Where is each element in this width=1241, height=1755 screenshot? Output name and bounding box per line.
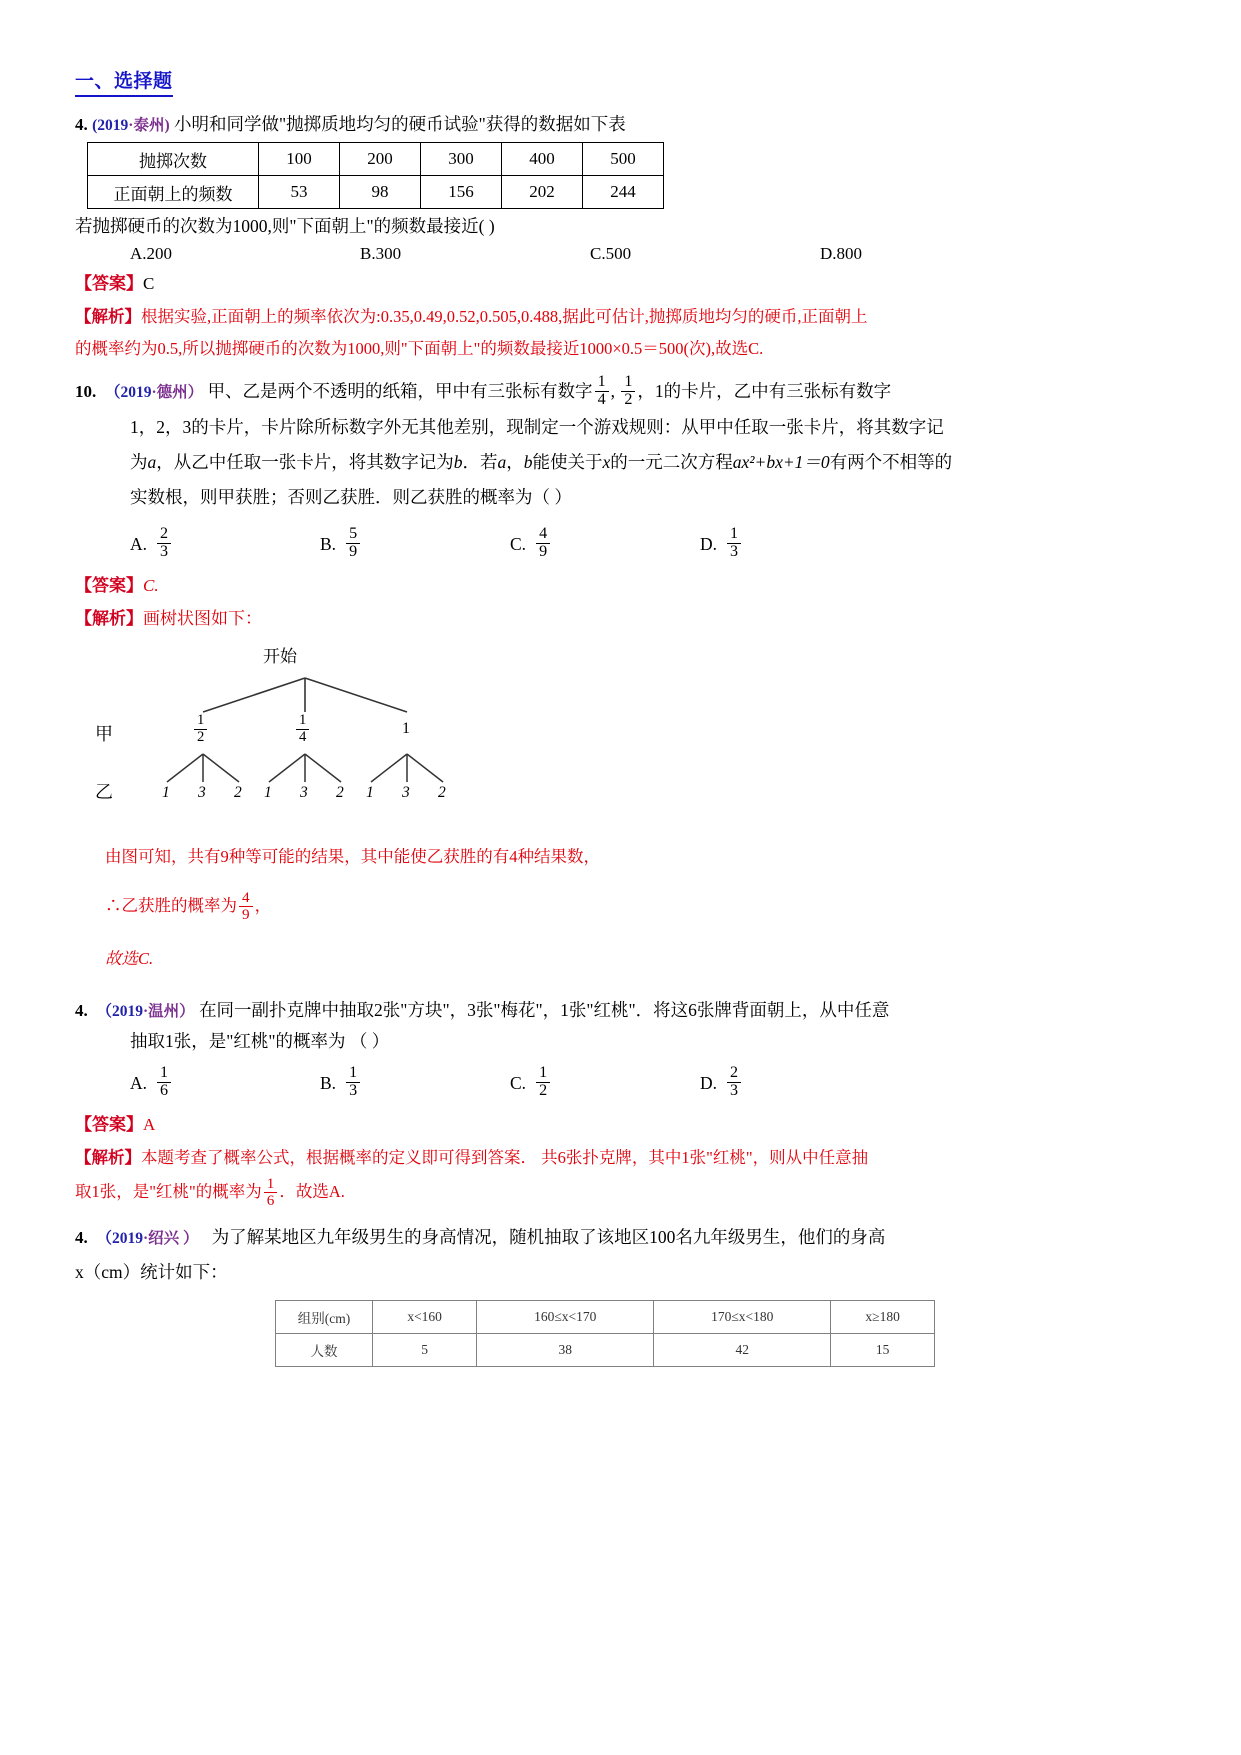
table-row xyxy=(276,1333,935,1366)
row-header-count: 人数 xyxy=(276,1333,373,1366)
question-2-choices xyxy=(75,527,1135,562)
tree-leaf-1-1: 1 xyxy=(162,784,170,802)
tree-leaf-1-3: 2 xyxy=(234,784,242,802)
choice-c-fraction: $\frac{4}{9}$ xyxy=(536,526,550,561)
choice-c[interactable]: C. $\frac{4}{9}$ xyxy=(510,527,700,562)
tree-leaf-3-1: 1 xyxy=(366,784,374,802)
choice-d[interactable]: D.800 xyxy=(820,244,863,264)
probability-tree-diagram xyxy=(95,642,525,827)
analysis-text-1: 根据实验,正面朝上的频率依次为:0.35,0.49,0.52,0.505,0.488,据此可估计,抛掷质地均匀的硬币,正面朝上 xyxy=(141,307,868,327)
question-1-analysis-line-2: 的概率约为0.5,所以抛掷硬币的次数为1000,则"下面朝上"的频数最接近1000×0.5＝500(次),故选C. xyxy=(75,338,764,358)
analysis-tag: 【解析】 xyxy=(75,307,141,327)
choice-c[interactable]: C. $\frac{1}{2}$ xyxy=(510,1066,700,1101)
tree-node-jia-2: $\frac{1}{4}$ xyxy=(294,714,311,746)
choice-b-fraction: $\frac{1}{3}$ xyxy=(346,1065,360,1100)
tree-node-jia-3: 1 xyxy=(402,720,410,738)
tree-leaf-3-2: 3 xyxy=(402,784,410,802)
question-3-analysis-line-2: 取1张，是"红桃"的概率为 $\frac{1}{6}$ ．故选A. xyxy=(75,1174,345,1209)
question-1-choices xyxy=(75,244,1135,264)
var-a: a xyxy=(147,452,157,473)
question-4-line-1 xyxy=(75,1220,1135,1255)
question-4-source: （2019·绍兴 ） xyxy=(96,1229,199,1247)
question-1-source: (2019·泰州) xyxy=(92,116,170,134)
question-3-line-1 xyxy=(75,993,1135,1028)
cell-count-1: 5 xyxy=(373,1333,477,1366)
question-1-text: 小明和同学做"抛掷质地均匀的硬币试验"获得的数据如下表 xyxy=(174,113,626,134)
cell-count-4: 15 xyxy=(831,1333,935,1366)
choice-b[interactable]: B.300 xyxy=(360,244,402,264)
question-4-line-2: x（cm）统计如下： xyxy=(75,1261,228,1282)
analysis-text-1: 本题考查了概率公式，根据概率的定义即可得到答案． 共6张扑克牌，其中1张"红桃"，则从中任意抽 xyxy=(141,1147,869,1167)
choice-b[interactable]: B. $\frac{5}{9}$ xyxy=(320,527,510,562)
choice-d-fraction: $\frac{2}{3}$ xyxy=(727,1065,741,1100)
choice-a[interactable]: A. $\frac{2}{3}$ xyxy=(130,527,320,562)
row-header-heads: 正面朝上的频数 xyxy=(88,176,259,209)
question-1-answer xyxy=(75,270,1135,297)
tree-leaf-2-3: 2 xyxy=(336,784,344,802)
question-2-line-3: 为a，从乙中任取一张卡片，将其数字记为b．若a，b能使关于x的一元二次方程ax²+bx+1＝0有两个不相等的 xyxy=(130,452,953,473)
header-range-4: x≥180 xyxy=(831,1300,935,1333)
question-3-choices xyxy=(75,1063,1135,1101)
answer-value: C. xyxy=(143,576,159,595)
question-1-number: 4. xyxy=(75,114,88,134)
table-row xyxy=(88,176,664,209)
question-4-text: 为了解某地区九年级男生的身高情况，随机抽取了该地区100名九年级男生，他们的身高 xyxy=(211,1226,886,1247)
tree-leaf-1-2: 3 xyxy=(198,784,206,802)
question-2-line-1: 10. （2019·德州） 甲、乙是两个不透明的纸箱，甲中有三张标有数字 $\frac{1}{4}$ , $\frac{1}{2}$ ，1的卡片，乙中有三张标有数字 xyxy=(75,373,892,409)
choice-b[interactable]: B. $\frac{1}{3}$ xyxy=(320,1066,510,1101)
answer-value: A xyxy=(143,1114,156,1134)
question-3-source: （2019·温州） xyxy=(96,1002,195,1020)
tree-row-label-yi: 乙 xyxy=(95,782,113,803)
question-1-followup: 若抛掷硬币的次数为1000,则"下面朝上"的频数最接近( ) xyxy=(75,216,495,237)
table-row xyxy=(276,1300,935,1333)
question-2-answer xyxy=(75,572,1135,599)
tree-row-label-jia: 甲 xyxy=(95,724,113,745)
cell-head-3: 156 xyxy=(421,176,502,209)
fraction-one-half: $\frac{1}{2}$ xyxy=(621,374,635,409)
answer-value: C xyxy=(143,274,155,294)
question-1-stem xyxy=(75,111,1135,138)
question-3-number: 4. xyxy=(75,1000,88,1020)
choice-c[interactable]: C.500 xyxy=(590,244,632,264)
cell-head-5: 244 xyxy=(583,176,664,209)
analysis-fraction-one-sixth: $\frac{1}{6}$ xyxy=(264,1176,278,1209)
cell-count-2: 38 xyxy=(477,1333,654,1366)
question-2-conclusion-1: 由图可知，共有9种等可能的结果，其中能使乙获胜的有4种结果数， xyxy=(105,847,600,867)
question-2-conclusion-3: 故选C. xyxy=(105,949,154,969)
choice-a-fraction: $\frac{2}{3}$ xyxy=(157,526,171,561)
row-header-tosses: 抛掷次数 xyxy=(88,143,259,176)
header-range-3: 170≤x<180 xyxy=(654,1300,831,1333)
table-row xyxy=(88,143,664,176)
question-3-text: 在同一副扑克牌中抽取2张"方块"，3张"梅花"，1张"红桃"．将这6张牌背面朝上，从中任意 xyxy=(199,999,890,1020)
analysis-tag: 【解析】 xyxy=(75,609,143,629)
choice-a[interactable]: A. $\frac{1}{6}$ xyxy=(130,1066,320,1101)
tree-leaf-3-3: 2 xyxy=(438,784,446,802)
question-4-number: 4. xyxy=(75,1227,88,1247)
var-b-2: b xyxy=(523,452,533,473)
cell-toss-2: 200 xyxy=(340,143,421,176)
question-1-analysis-line-1 xyxy=(75,303,1135,330)
tree-leaf-2-2: 3 xyxy=(300,784,308,802)
choice-d[interactable]: D. $\frac{1}{3}$ xyxy=(700,527,890,562)
var-b: b xyxy=(453,452,463,473)
coin-toss-table xyxy=(87,142,664,209)
cell-toss-3: 300 xyxy=(421,143,502,176)
choice-d[interactable]: D. $\frac{2}{3}$ xyxy=(700,1066,890,1101)
choice-a-fraction: $\frac{1}{6}$ xyxy=(157,1065,171,1100)
quadratic-equation: ax²+bx+1＝0 xyxy=(732,452,830,473)
fraction-one-quarter: $\frac{1}{4}$ xyxy=(595,374,609,409)
tree-leaf-2-1: 1 xyxy=(264,784,272,802)
cell-head-2: 98 xyxy=(340,176,421,209)
answer-tag: 【答案】 xyxy=(75,576,143,595)
question-3-analysis-line-1 xyxy=(75,1144,1135,1171)
cell-toss-5: 500 xyxy=(583,143,664,176)
choice-d-fraction: $\frac{1}{3}$ xyxy=(727,526,741,561)
header-group: 组别(cm) xyxy=(276,1300,373,1333)
question-2-line-4: 实数根，则甲获胜；否则乙获胜．则乙获胜的概率为（ ） xyxy=(130,487,572,508)
choice-a[interactable]: A.200 xyxy=(130,244,173,264)
choice-b-fraction: $\frac{5}{9}$ xyxy=(346,526,360,561)
analysis-tag: 【解析】 xyxy=(75,1147,141,1167)
question-2-conclusion-2: ∴乙获胜的概率为 $\frac{4}{9}$ ， xyxy=(105,888,272,923)
choice-c-fraction: $\frac{1}{2}$ xyxy=(536,1065,550,1100)
cell-toss-1: 100 xyxy=(259,143,340,176)
section-title: 一、选择题 xyxy=(75,70,173,97)
question-2-text-b: ，1的卡片，乙中有三张标有数字 xyxy=(637,380,892,401)
cell-count-3: 42 xyxy=(654,1333,831,1366)
cell-head-4: 202 xyxy=(502,176,583,209)
question-2-analysis xyxy=(75,605,1135,632)
cell-head-1: 53 xyxy=(259,176,340,209)
answer-tag: 【答案】 xyxy=(75,274,143,294)
tree-node-jia-1: $\frac{1}{2}$ xyxy=(192,714,209,746)
tree-start-label: 开始 xyxy=(263,647,297,667)
answer-tag: 【答案】 xyxy=(75,1114,143,1134)
question-2-number: 10. xyxy=(75,381,97,401)
question-2-source: （2019·德州） xyxy=(105,383,204,401)
question-2-line-2: 1，2，3的卡片，卡片除所标数字外无其他差别，现制定一个游戏规则：从甲中任取一张卡片，将其数字记 xyxy=(130,417,944,438)
var-x: x xyxy=(602,452,611,473)
result-fraction-four-ninths: $\frac{4}{9}$ xyxy=(239,890,253,923)
cell-toss-4: 400 xyxy=(502,143,583,176)
height-distribution-table xyxy=(275,1300,935,1367)
header-range-1: x<160 xyxy=(373,1300,477,1333)
header-range-2: 160≤x<170 xyxy=(477,1300,654,1333)
question-3-line-2: 抽取1张，是"红桃"的概率为 （ ） xyxy=(130,1030,390,1051)
document-content xyxy=(75,70,1135,1367)
question-2-text-a: 甲、乙是两个不透明的纸箱，甲中有三张标有数字 xyxy=(207,380,593,401)
question-3-answer xyxy=(75,1111,1135,1138)
analysis-text: 画树状图如下： xyxy=(143,609,262,629)
var-a-2: a xyxy=(497,452,507,473)
